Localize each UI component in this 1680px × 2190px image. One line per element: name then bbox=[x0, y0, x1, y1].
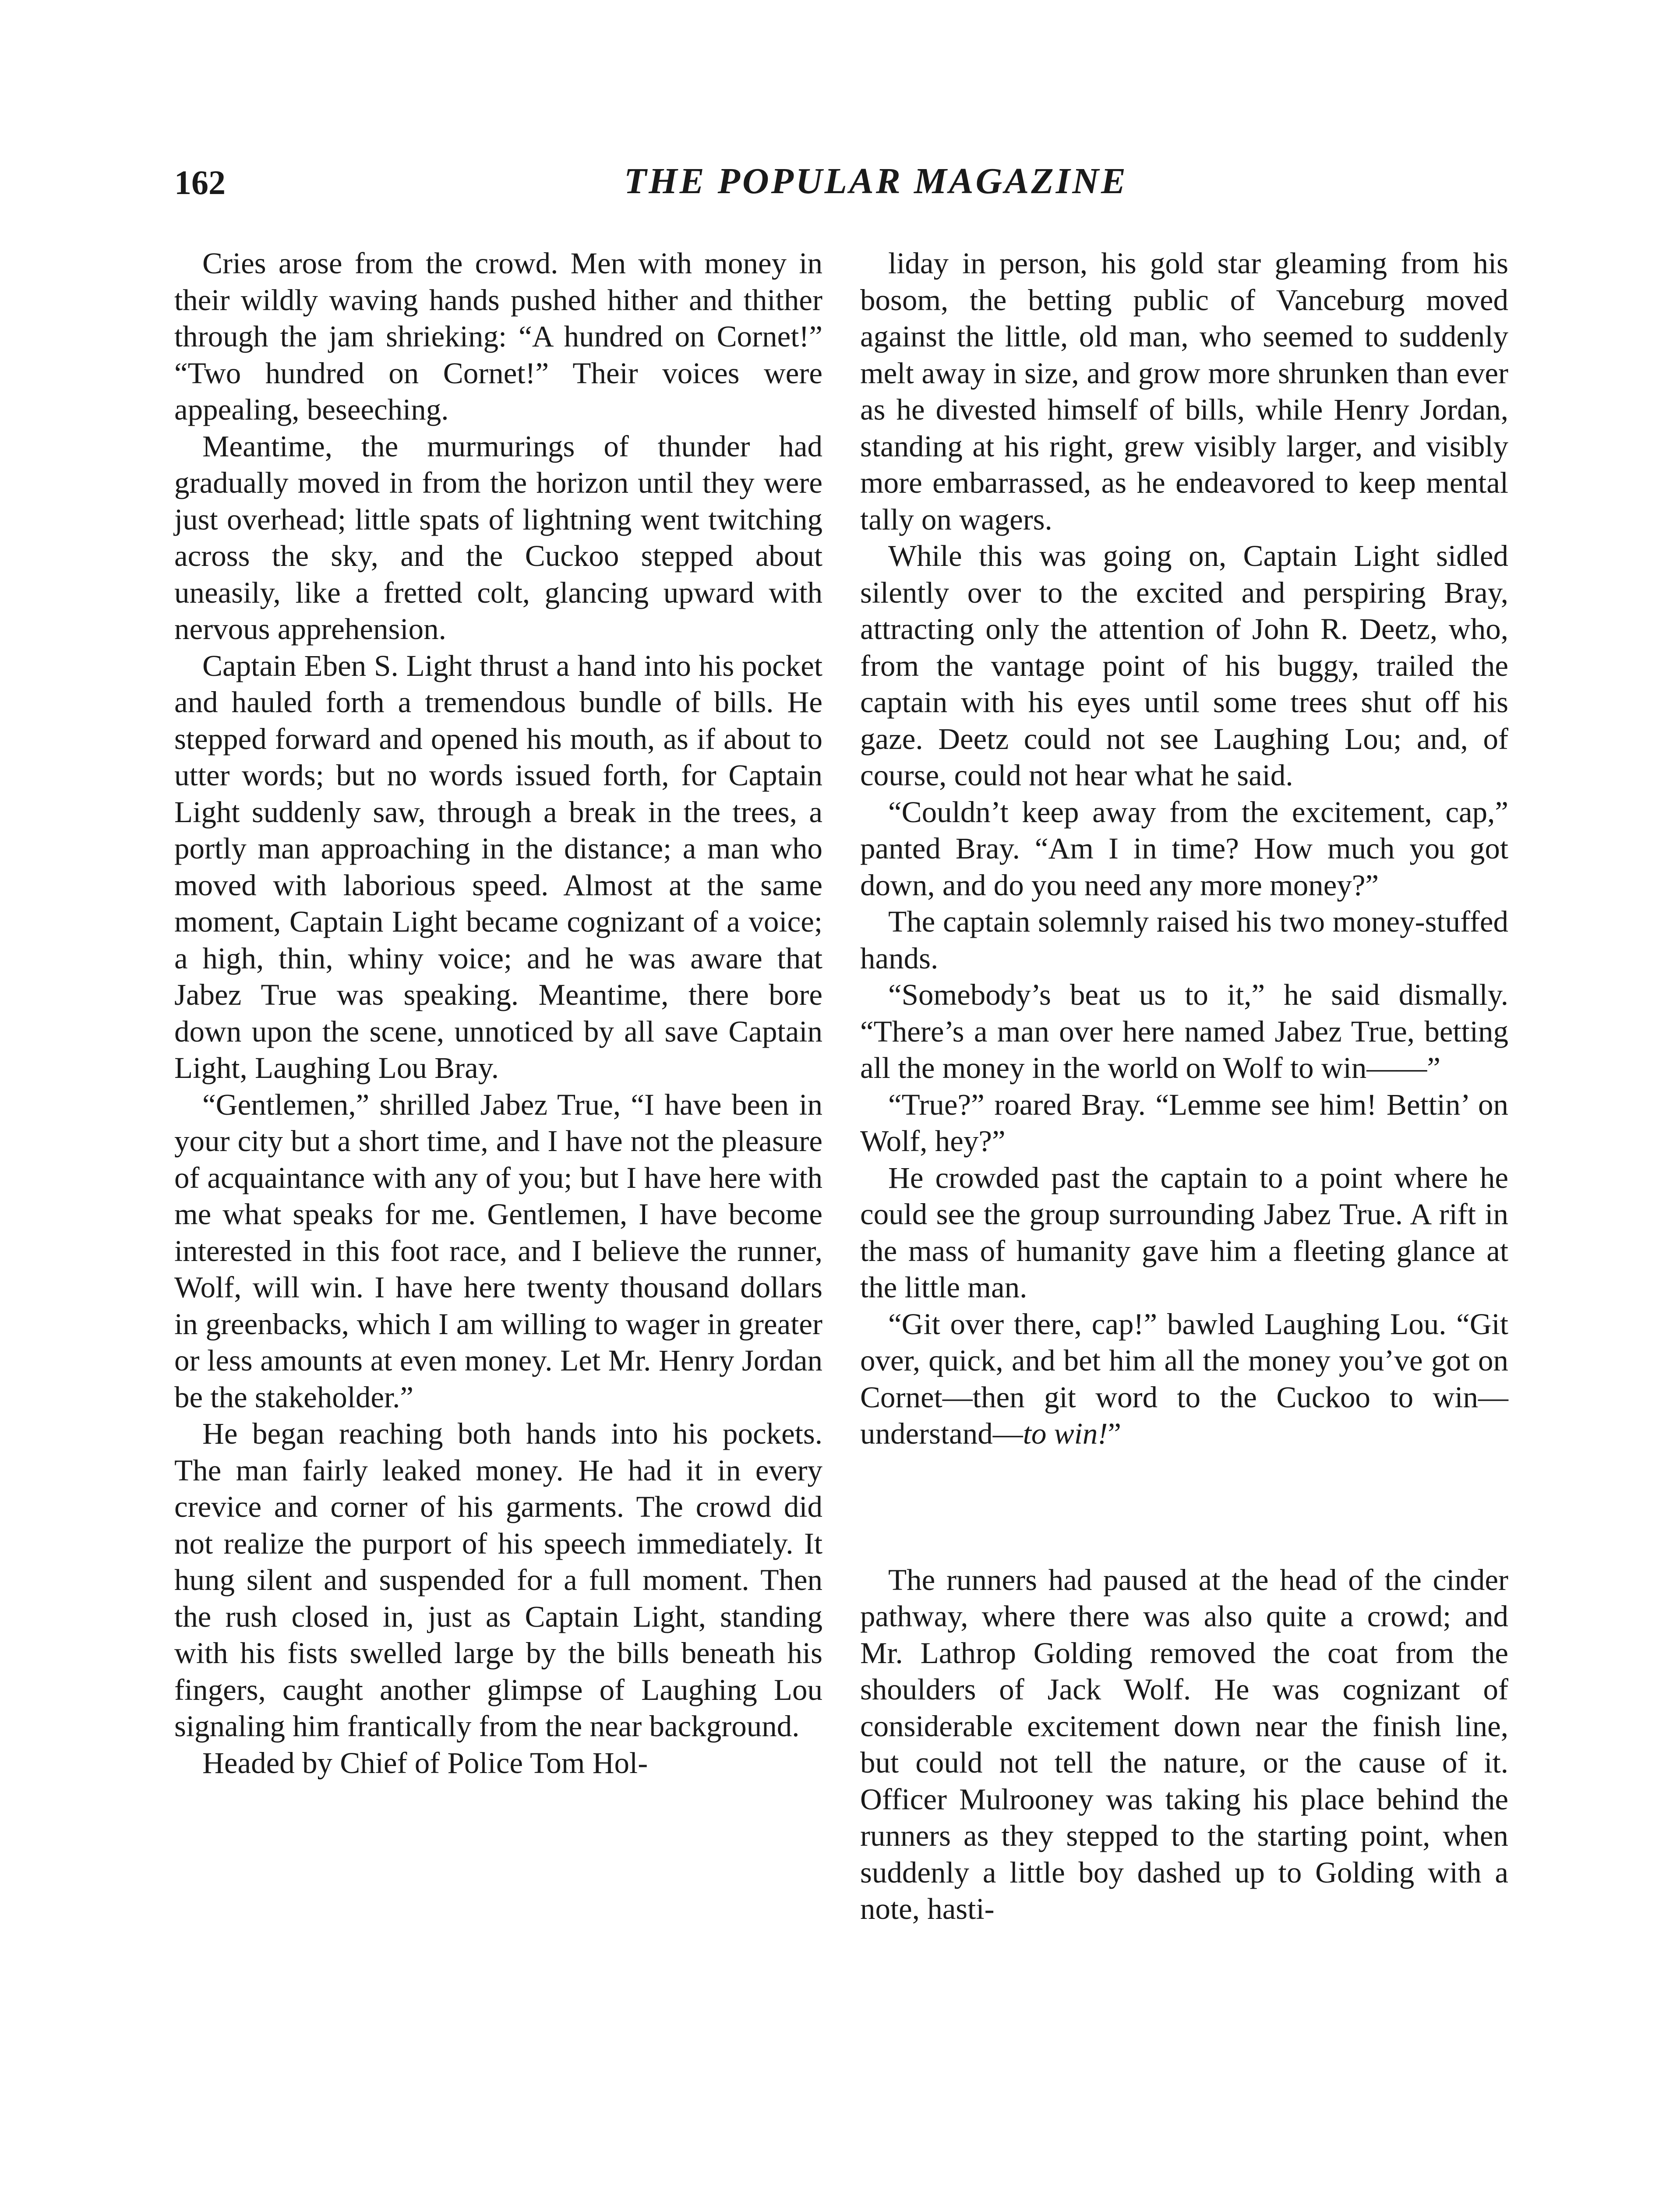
paragraph-text: “Git over there, cap!” bawled Laughing Lou. “Git over, quick, and bet him all the money you’ve got on Cornet—then git word to the Cuckoo to win—understand— bbox=[860, 1307, 1508, 1450]
page-number: 162 bbox=[174, 163, 226, 201]
paragraph: The captain solemnly raised his two money-stuffed hands. bbox=[860, 905, 1508, 975]
paragraph: Meantime, the murmurings of thunder had gradually moved in from the horizon until they were just overhead; little spats of lightning went twitching across the sky, and the Cuckoo stepped about uneasily, like a fretted colt, glancing upward with nervous apprehension. bbox=[174, 429, 822, 646]
paragraph: liday in person, his gold star gleaming from his bosom, the betting public of Vanceburg moved against the little, old man, who seemed to suddenly melt away in size, and grow more shrunken than ever as he divested himself of bills, while Henry Jordan, standing at his right, grew visibly larger, and visibly more embarrassed, as he endeavored to keep mental tally on wagers. bbox=[860, 247, 1508, 536]
paragraph: He began reaching both hands into his pockets. The man fairly leaked money. He had it in every crevice and corner of his garments. The crowd did not realize the purport of his speech immediately. It hung silent and suspended for a full moment. Then the rush closed in, just as Captain Light, standing with his fists swelled large by the bills beneath his fingers, caught another glimpse of Laughing Lou signaling him frantically from the near background. bbox=[174, 1417, 822, 1743]
paragraph: “Gentlemen,” shrilled Jabez True, “I have been in your city but a short time, and I have not the pleasure of acquaintance with any of you; but I have here with me what speaks for me. Gentlemen, I have become interested in this foot race, and I believe the runner, Wolf, will win. I have here twenty thousand dollars in greenbacks, which I am willing to wager in greater or less amounts at even money. Let Mr. Henry Jordan be the stakeholder.” bbox=[174, 1088, 822, 1414]
paragraph: “Somebody’s beat us to it,” he said dismally. “There’s a man over here named Jabez True, betting all the money in the world on Wolf to win——” bbox=[860, 978, 1508, 1084]
left-column bbox=[174, 245, 822, 1781]
paragraph: “Couldn’t keep away from the excitement, cap,” panted Bray. “Am I in time? How much you got down, and do you need any more money?” bbox=[860, 795, 1508, 902]
closing-quote: ” bbox=[1108, 1417, 1121, 1450]
paragraph: Captain Eben S. Light thrust a hand into his pocket and hauled forth a tremendous bundle of bills. He stepped forward and opened his mouth, as if about to utter words; but no words issued forth, for Captain Light suddenly saw, through a break in the trees, a portly man approaching in the distance; a man who moved with laborious speed. Almost at the same moment, Captain Light became cognizant of a voice; a high, thin, whiny voice; and he was aware that Jabez True was speaking. Meantime, there bore down upon the scene, unnoticed by all save Captain Light, Laughing Lou Bray. bbox=[174, 649, 822, 1084]
paragraph-with-emphasis bbox=[860, 1306, 1508, 1452]
paragraph: Cries arose from the crowd. Men with money in their wildly waving hands pushed hither and thither through the jam shrieking: “A hundred on Cornet!” “Two hundred on Cornet!” Their voices were appealing, beseeching. bbox=[174, 247, 822, 426]
paragraph: The runners had paused at the head of the cinder pathway, where there was also quite a crowd; and Mr. Lathrop Golding removed the coat from the shoulders of Jack Wolf. He was cognizant of considerable excitement down near the finish line, but could not tell the nature, or the cause of it. Officer Mulrooney was taking his place behind the runners as they stepped to the starting point, when suddenly a little boy dashed up to Golding with a note, hasti- bbox=[860, 1563, 1508, 1925]
right-column bbox=[860, 245, 1508, 1928]
paragraph: Headed by Chief of Police Tom Hol- bbox=[202, 1746, 648, 1780]
emphasis-text: to win! bbox=[1023, 1417, 1108, 1450]
paragraph: “True?” roared Bray. “Lemme see him! Bettin’ on Wolf, hey?” bbox=[860, 1088, 1508, 1158]
page-header-title: THE POPULAR MAGAZINE bbox=[624, 161, 1128, 201]
paragraph: He crowded past the captain to a point where he could see the group surrounding Jabez True. A rift in the mass of humanity gave him a fleeting glance at the little man. bbox=[860, 1161, 1508, 1304]
paragraph: While this was going on, Captain Light sidled silently over to the excited and perspiring Bray, attracting only the attention of John R. Deetz, who, from the vantage point of his buggy, trailed the captain with his eyes until some trees shut off his gaze. Deetz could not see Laughing Lou; and, of course, could not hear what he said. bbox=[860, 539, 1508, 792]
section-break bbox=[860, 1452, 1508, 1562]
